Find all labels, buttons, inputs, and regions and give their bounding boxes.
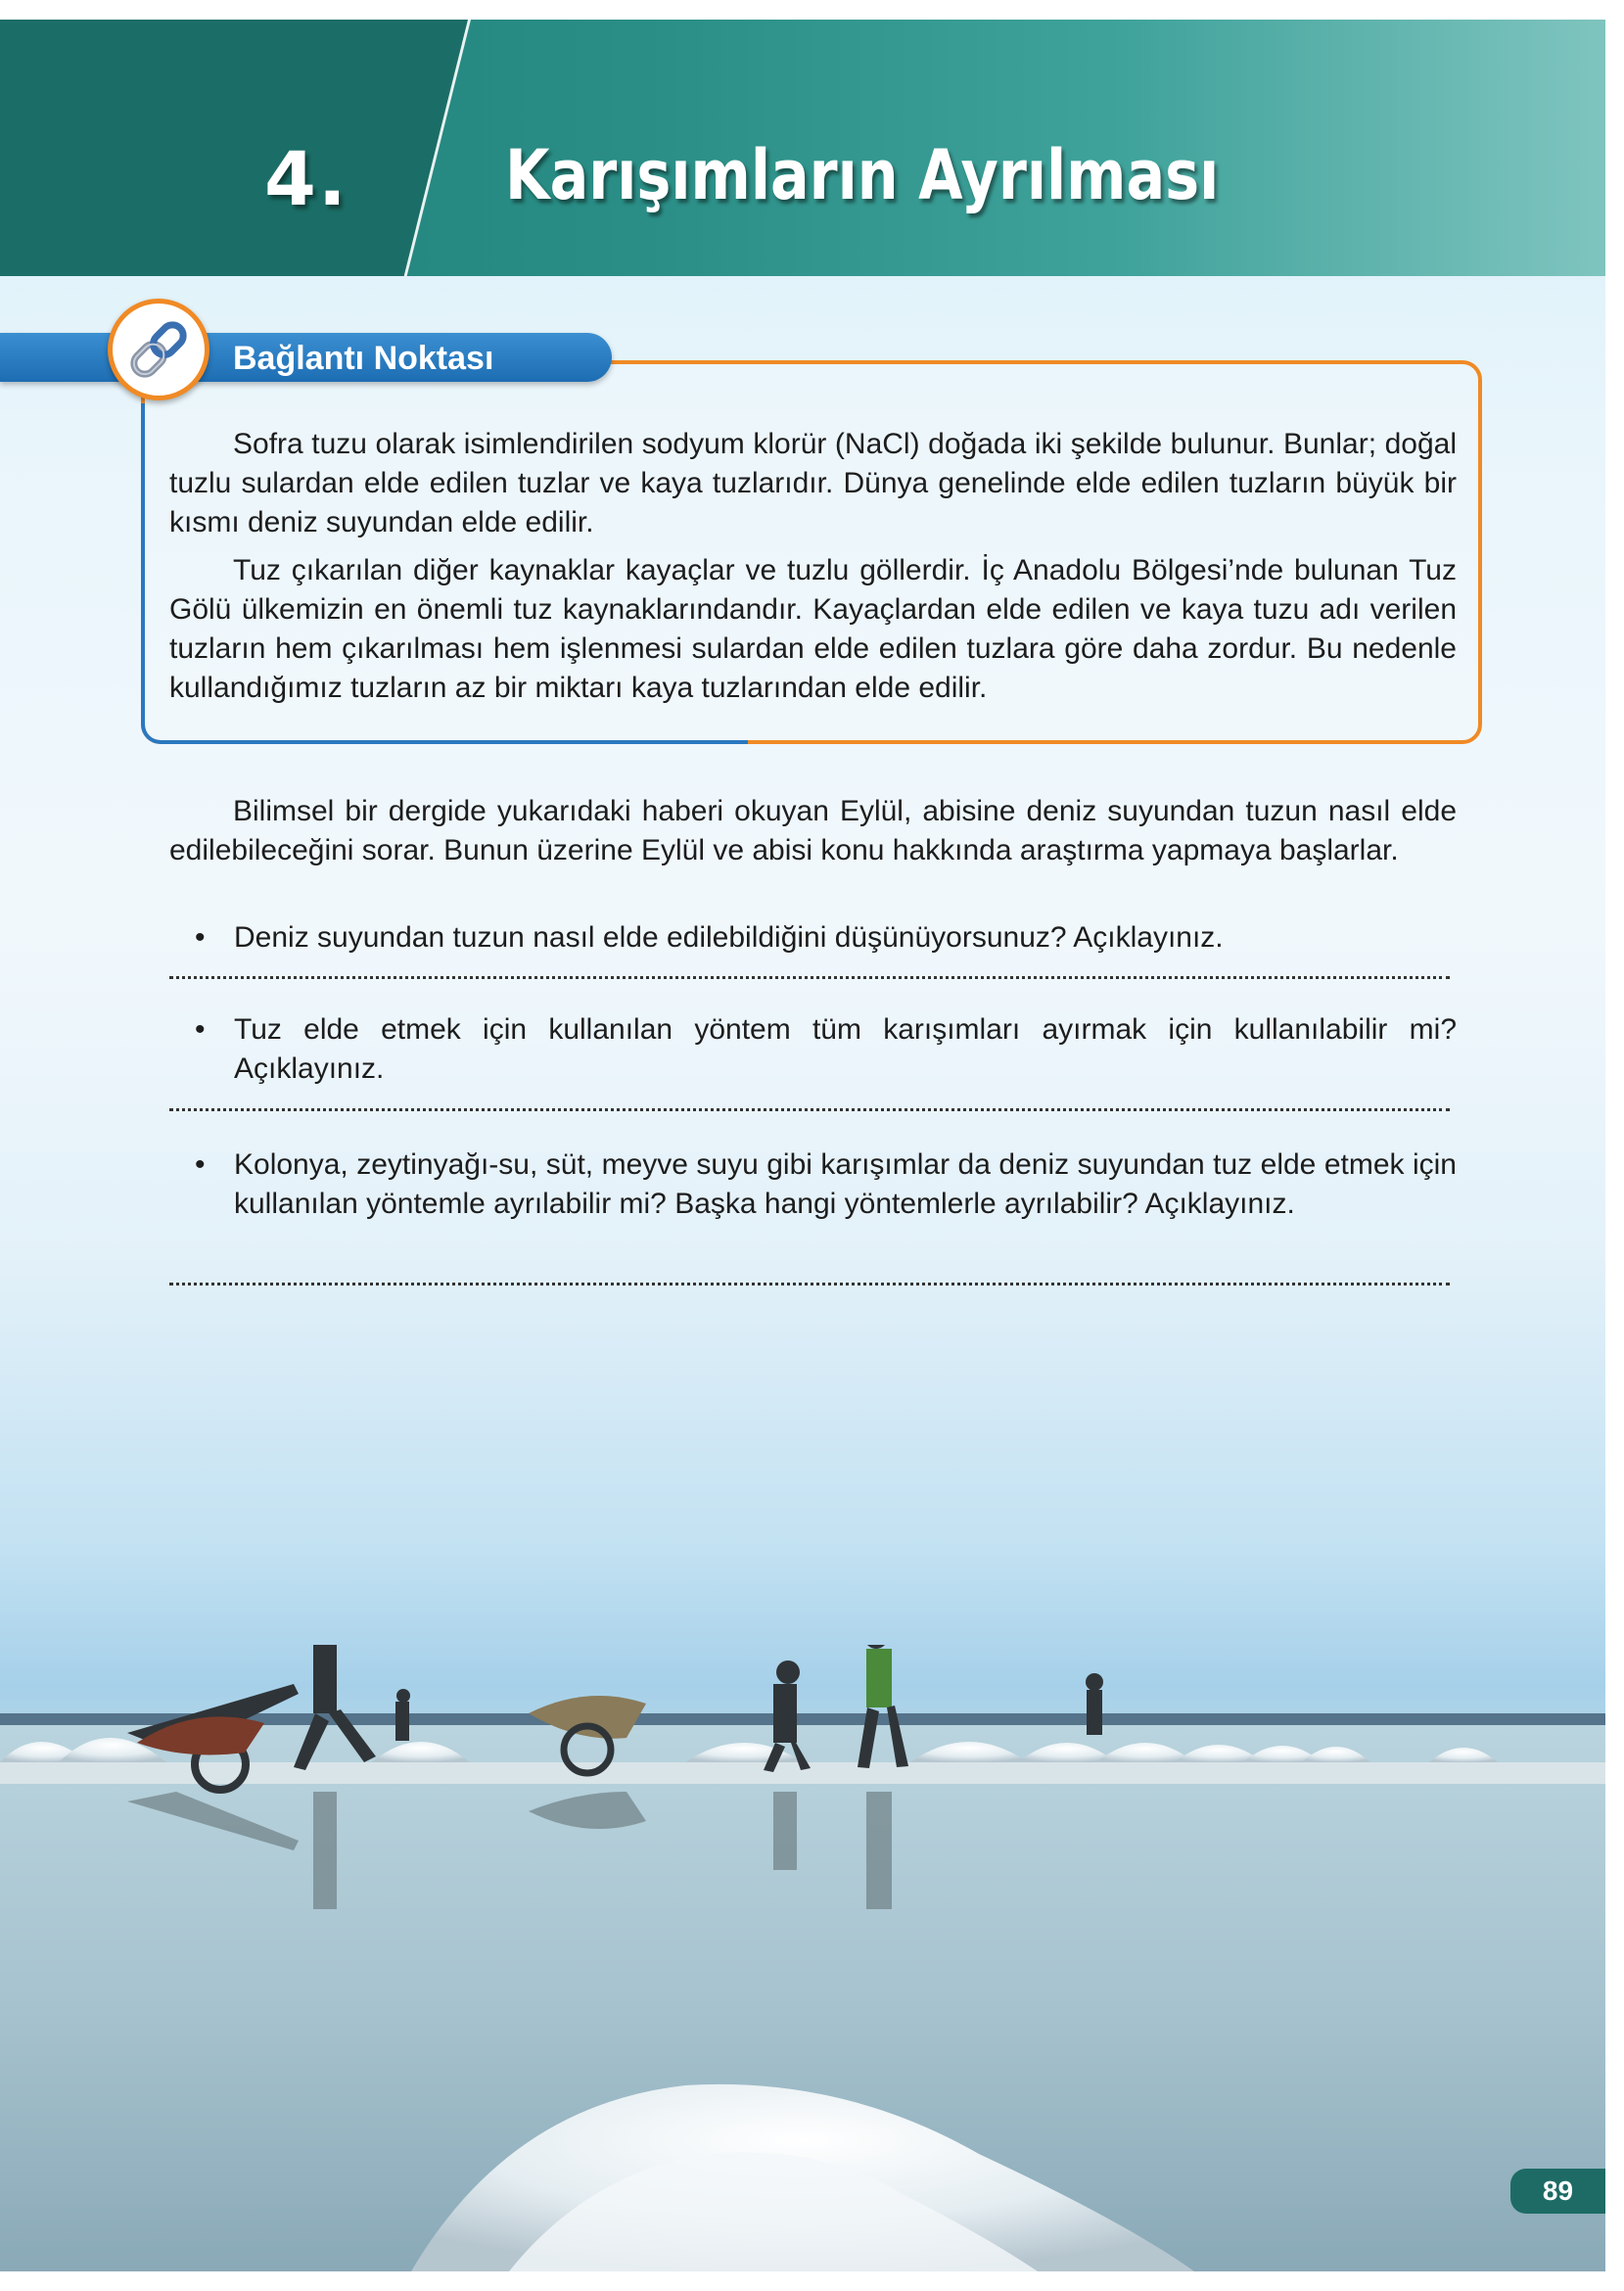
question-bullet: • bbox=[195, 1148, 206, 1181]
chapter-number-panel bbox=[0, 20, 470, 276]
answer-line-1[interactable] bbox=[169, 976, 1450, 979]
answer-line-2[interactable] bbox=[169, 1108, 1450, 1111]
question-1: Deniz suyundan tuzun nasıl elde edilebildiğini düşünüyorsunuz? Açıklayınız. bbox=[234, 921, 1224, 954]
salt-pan-photo bbox=[0, 1645, 1605, 2271]
connection-label: Bağlantı Noktası bbox=[233, 340, 494, 377]
chapter-number: 4. bbox=[264, 135, 348, 222]
textbook-page bbox=[0, 20, 1605, 2271]
intro-paragraph: Bilimsel bir dergide yukarıdaki haberi okuyan Eylül, abisine deniz suyundan tuzun nasıl elde edilebileceğini sorar. Bunun üzerine Eylül ve abisi konu hakkında araştırma yapmaya başlarlar. bbox=[169, 795, 1457, 866]
chapter-header bbox=[0, 20, 1605, 276]
connection-paragraph-2: Tuz çıkarılan diğer kaynaklar kayaçlar ve tuzlu göllerdir. İç Anadolu Bölgesi’nde bulunan Tuz Gölü ülkemizin en önemli tuz kaynaklarındandır. Kayaçlardan elde edilen ve kaya tuzu adı verilen tuzların hem çıkarılması hem işlenmesi sulardan elde edilen tuzlara göre daha zordur. Bu nedenle kullandığımız tuzların az bir miktarı kaya tuzlarından elde edilir. bbox=[169, 554, 1457, 704]
chapter-title: Karışımların Ayrılması bbox=[505, 135, 1220, 215]
answer-line-3[interactable] bbox=[169, 1283, 1450, 1286]
connection-paragraph-1: Sofra tuzu olarak isimlendirilen sodyum klorür (NaCl) doğada iki şekilde bulunur. Bunlar; doğal tuzlu sulardan elde edilen tuzlar ve kaya tuzlarıdır. Dünya genelinde elde edilen tuzların büyük bir kısmı deniz suyundan elde edilir. bbox=[169, 428, 1457, 538]
question-2: Tuz elde etmek için kullanılan yöntem tüm karışımları ayırmak için kullanılabilir mi? Açıklayınız. bbox=[234, 1013, 1457, 1085]
question-bullet: • bbox=[195, 1013, 206, 1046]
question-bullet: • bbox=[195, 921, 206, 954]
page-number: 89 bbox=[1510, 2169, 1605, 2214]
chain-link-icon bbox=[108, 299, 209, 400]
question-3: Kolonya, zeytinyağı-su, süt, meyve suyu gibi karışımlar da deniz suyundan tuz elde etmek için kullanılan yöntemle ayrılabilir mi? Başka hangi yöntemlerle ayrılabilir? Açıklayınız. bbox=[234, 1148, 1457, 1220]
